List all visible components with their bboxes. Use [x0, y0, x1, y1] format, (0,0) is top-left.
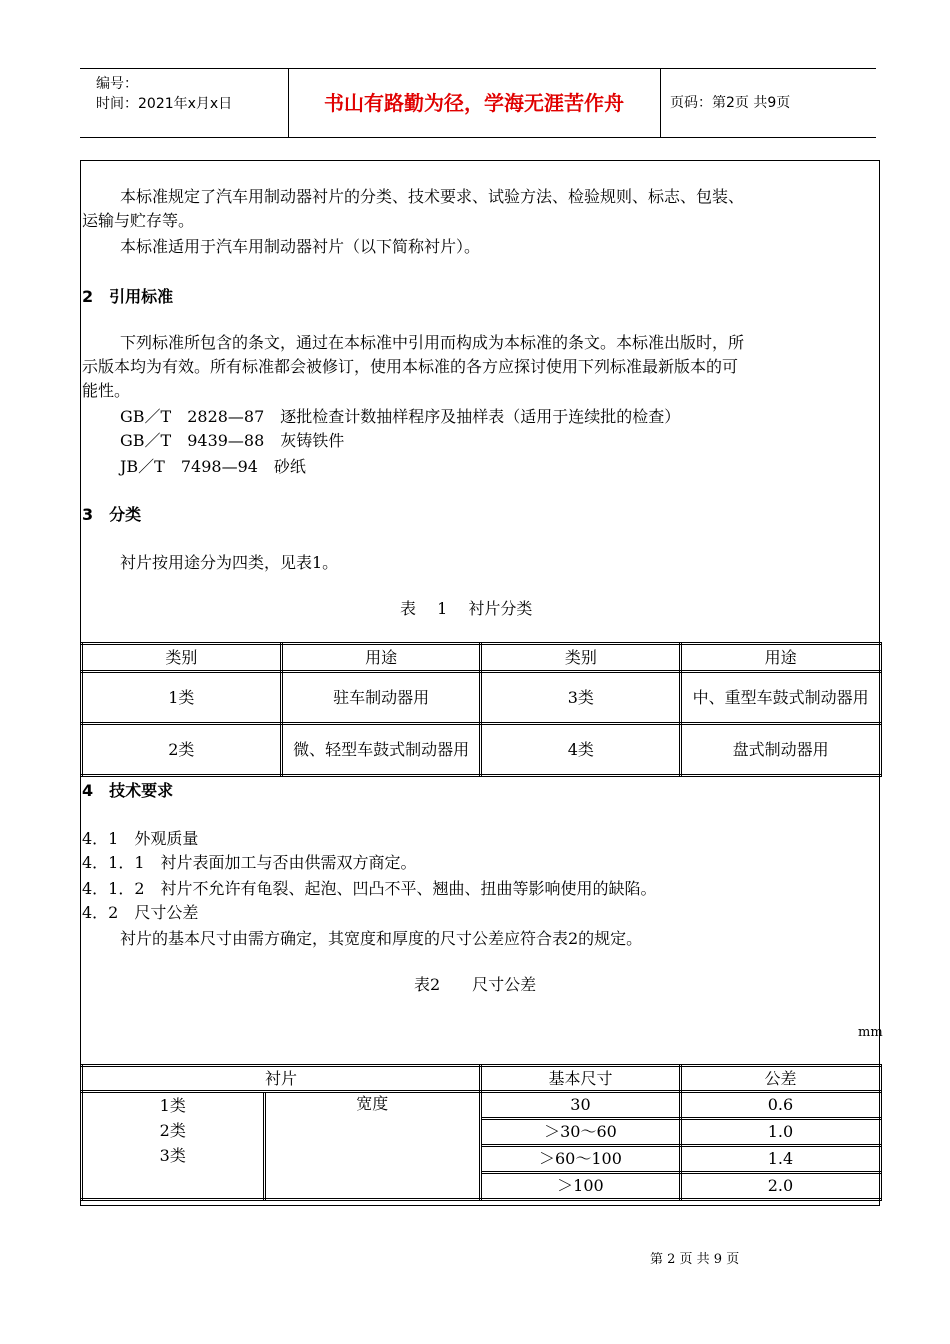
table-1-title: 表 1 衬片分类 — [400, 599, 533, 618]
table-cell: 1类 — [82, 672, 282, 724]
class-item: 3类 — [159, 1146, 186, 1165]
section-2-paragraph-line-2: 示版本均为有效。所有标准都会被修订，使用本标准的各方应探讨使用下列标准最新版本的可 — [82, 357, 739, 376]
class-item: 2类 — [159, 1121, 186, 1140]
section-3-paragraph: 衬片按用途分为四类，见表1。 — [120, 553, 339, 572]
page-footer: 第 2 页 共 9 页 — [650, 1252, 740, 1267]
reference-item: GB／T 2828—87 逐批检查计数抽样程序及抽样表（适用于连续批的检查） — [120, 407, 681, 426]
section-2-heading: 2 引用标准 — [82, 287, 174, 306]
reference-item: GB／T 9439—88 灰铸铁件 — [120, 431, 345, 450]
table-cell: 2.0 — [680, 1173, 880, 1200]
table-header-cell: 基本尺寸 — [480, 1066, 680, 1092]
table-2-title: 表2 尺寸公差 — [414, 975, 537, 994]
table-header-row — [82, 1066, 881, 1092]
section-2-paragraph-line-3: 能性。 — [82, 381, 131, 400]
table-cell: ＞60～100 — [480, 1146, 680, 1173]
section-2-paragraph-line-1: 下列标准所包含的条文，通过在本标准中引用而构成为本标准的条文。本标准出版时，所 — [120, 333, 745, 352]
table-header-cell: 用途 — [281, 644, 481, 672]
table-cell: 4类 — [481, 724, 681, 776]
class-item: 1类 — [159, 1096, 186, 1115]
table-header-cell: 用途 — [681, 644, 881, 672]
table-cell: 0.6 — [680, 1092, 880, 1119]
table-cell: 1.0 — [680, 1119, 880, 1146]
table-header-cell: 类别 — [481, 644, 681, 672]
table-cell: 中、重型车鼓式制动器用 — [681, 672, 881, 724]
time-label: 时间：2021年x月x日 — [96, 96, 233, 112]
table-cell: 1.4 — [680, 1146, 880, 1173]
table-row — [82, 724, 881, 776]
intro-paragraph-1-line-1: 本标准规定了汽车用制动器衬片的分类、技术要求、试验方法、检验规则、标志、包装、 — [120, 187, 745, 206]
reference-item: JB／T 7498—94 砂纸 — [120, 457, 306, 476]
unit-label: mm — [858, 1025, 883, 1040]
table-cell: 3类 — [481, 672, 681, 724]
clause-4-1-2: 4．1．2 衬片不允许有龟裂、起泡、凹凸不平、翘曲、扭曲等影响使用的缺陷。 — [82, 879, 657, 898]
clause-4-1-1: 4．1．1 衬片表面加工与否由供需双方商定。 — [82, 853, 417, 872]
classification-table — [80, 642, 882, 777]
motto: 书山有路勤为径，学海无涯苦作舟 — [288, 69, 661, 137]
page-header — [80, 68, 876, 138]
class-list-cell — [82, 1092, 265, 1200]
table-header-row — [82, 644, 881, 672]
clause-4-2: 4．2 尺寸公差 — [82, 903, 199, 922]
dimension-cell: 宽度 — [264, 1092, 480, 1200]
table-cell: 微、轻型车鼓式制动器用 — [281, 724, 481, 776]
table-header-cell: 类别 — [82, 644, 282, 672]
clause-4-2-paragraph: 衬片的基本尺寸由需方确定，其宽度和厚度的尺寸公差应符合表2的规定。 — [120, 929, 643, 948]
section-4-heading: 4 技术要求 — [82, 781, 174, 800]
table-cell: 2类 — [82, 724, 282, 776]
table-cell: 30 — [480, 1092, 680, 1119]
table-cell: 驻车制动器用 — [281, 672, 481, 724]
header-info-cell — [80, 69, 289, 137]
intro-paragraph-2: 本标准适用于汽车用制动器衬片（以下简称衬片）。 — [120, 237, 481, 256]
table-cell: ＞100 — [480, 1173, 680, 1200]
table-header-cell: 公差 — [680, 1066, 880, 1092]
table-header-cell: 衬片 — [82, 1066, 481, 1092]
table-cell: ＞30～60 — [480, 1119, 680, 1146]
number-label: 编号： — [96, 76, 138, 92]
page-indicator: 页码：第2页 共9页 — [670, 95, 791, 111]
tolerance-table — [80, 1064, 882, 1201]
section-3-heading: 3 分类 — [82, 505, 142, 524]
intro-paragraph-1-line-2: 运输与贮存等。 — [82, 211, 195, 230]
table-cell: 盘式制动器用 — [681, 724, 881, 776]
table-row — [82, 1092, 881, 1119]
clause-4-1: 4．1 外观质量 — [82, 829, 199, 848]
table-row — [82, 672, 881, 724]
